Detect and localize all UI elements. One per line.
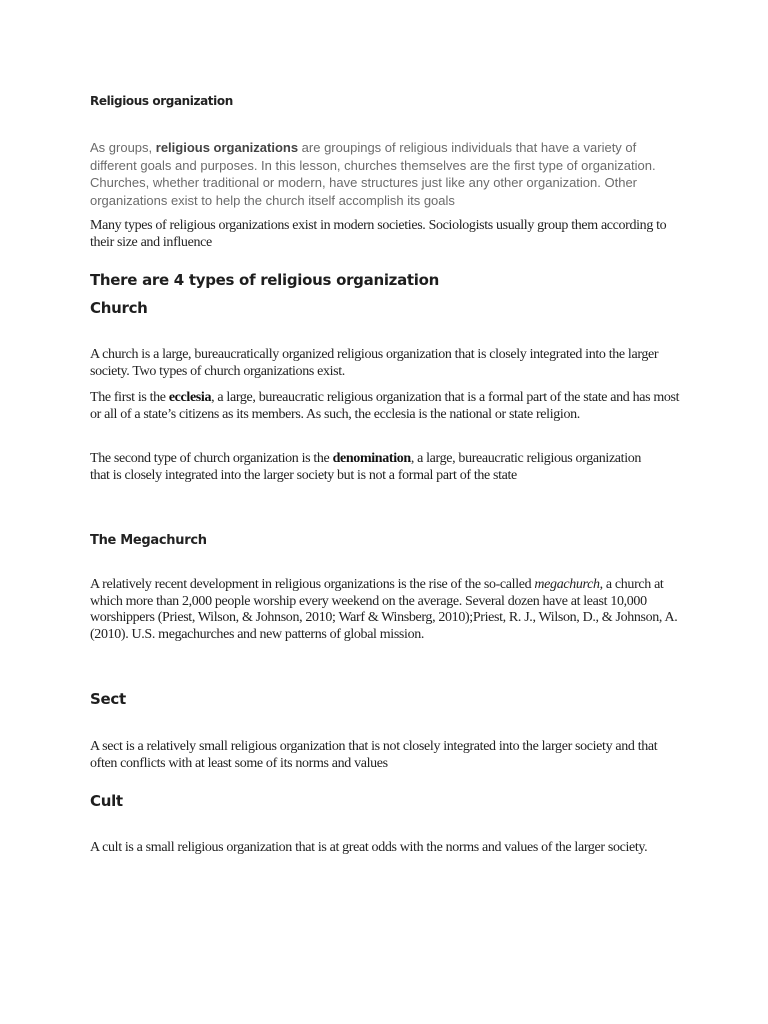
cult-heading: Cult <box>90 792 123 810</box>
church-paragraph-ecclesia: The first is the ecclesia, a large, bureaucratic religious organization that is a formal part of the state and has most or all of a state’s citizens as its members. As such, the ecclesia is the national or state religion. <box>90 390 680 422</box>
megachurch-heading: The Megachurch <box>90 533 207 548</box>
sect-heading: Sect <box>90 690 126 708</box>
cult-paragraph: A cult is a small religious organization that is at great odds with the norms and values of the larger society. <box>90 840 648 855</box>
document-title: Religious organization <box>90 94 233 108</box>
types-heading: There are 4 types of religious organization <box>90 271 440 289</box>
intro-paragraph: As groups, religious organizations are groupings of religious individuals that have a variety of different goals and purposes. In this lesson, churches themselves are the first type of organization. Churches, whether traditional or modern, have structures just like any other organization. Other organizations exist to help the church itself accomplish its goals <box>90 140 656 208</box>
church-heading: Church <box>90 299 148 317</box>
church-paragraph-1: A church is a large, bureaucratically organized religious organization that is closely integrated into the larger society. Two types of church organizations exist. <box>90 347 659 379</box>
sect-paragraph: A sect is a relatively small religious organization that is not closely integrated into the larger society and that often conflicts with at least some of its norms and values <box>90 739 658 771</box>
intro-bold-term: religious organizations <box>155 140 299 155</box>
megachurch-term: megachurch <box>534 577 600 592</box>
denomination-term: denomination <box>332 451 411 466</box>
church-paragraph-denomination: The second type of church organization is the denomination, a large, bureaucratic religious organization that is closely integrated into the larger society but is not a formal part of the state <box>90 451 642 483</box>
ecclesia-term: ecclesia <box>168 390 212 405</box>
megachurch-paragraph: A relatively recent development in religious organizations is the rise of the so-called megachurch, a church at which more than 2,000 people worship every weekend on the average. Several dozen have at least 10,000 worshippers (Priest, Wilson, & Johnson, 2010; Warf & Winsberg, 2010);Priest, R. J., Wilson, D., & Johnson, A. (2010). U.S. megachurches and new patterns of global mission. <box>90 577 678 642</box>
overview-paragraph: Many types of religious organizations exist in modern societies. Sociologists usually group them according to their size and influence <box>90 218 667 250</box>
